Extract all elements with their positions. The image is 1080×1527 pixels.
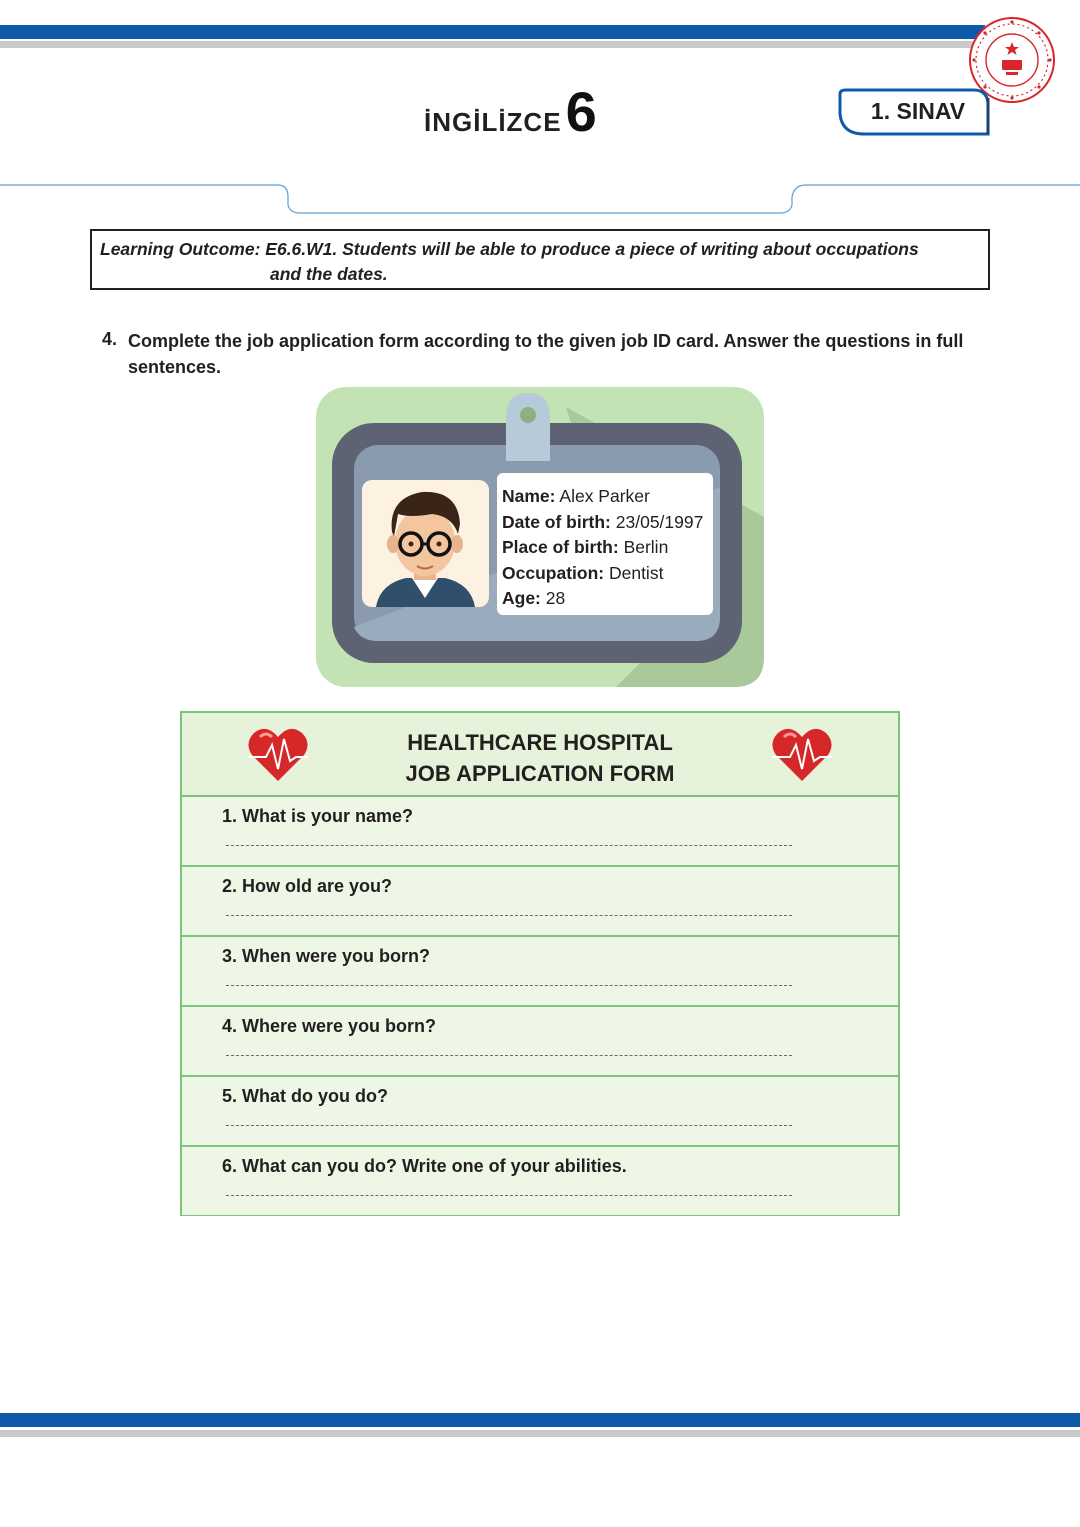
exam-label: 1. SINAV [870, 98, 966, 124]
form-question-row [182, 1007, 898, 1077]
subject-title: İNGİLİZCE [424, 107, 562, 137]
id-pob-row [502, 535, 713, 561]
answer-line[interactable] [226, 1055, 792, 1056]
form-question-row [182, 1147, 898, 1215]
form-question-row [182, 797, 898, 867]
id-card-details [497, 473, 713, 615]
question-number: 4. [102, 329, 118, 349]
form-question-text: 2. How old are you? [222, 876, 393, 896]
learning-outcome-box [90, 229, 990, 290]
id-occupation-row [502, 561, 713, 587]
answer-line[interactable] [226, 915, 792, 916]
form-title-line1: HEALTHCARE HOSPITAL [407, 730, 673, 755]
answer-line[interactable] [226, 845, 792, 846]
id-dob-label: Date of birth: [502, 511, 611, 532]
header-blue-band [0, 25, 985, 39]
id-pob-label: Place of birth: [502, 537, 619, 557]
id-name-value: Alex Parker [559, 486, 650, 506]
form-question-row [182, 867, 898, 937]
id-name-label: Name: [502, 486, 556, 506]
heart-pulse-icon [770, 725, 834, 785]
id-age-row [502, 586, 713, 612]
id-dob-row [502, 510, 713, 536]
id-name-row [502, 484, 713, 510]
header-gray-band [0, 41, 985, 48]
footer-gray-band [0, 1430, 1080, 1437]
form-question-text: 4. Where were you born? [222, 1016, 437, 1036]
page-title [424, 80, 597, 143]
form-question-text: 3. When were you born? [222, 946, 431, 966]
footer-blue-band [0, 1413, 1080, 1427]
form-question-row [182, 1077, 898, 1147]
learning-outcome-line1: Learning Outcome: E6.6.W1. Students will be able to produce a piece of writing about occupations [100, 239, 919, 259]
person-avatar-icon [362, 480, 489, 607]
header-divider [0, 175, 1080, 220]
question-text: Complete the job application form according to the given job ID card. Answer the questions in full sentences. [128, 331, 964, 377]
id-dob-value: 23/05/1997 [615, 511, 704, 532]
id-occupation-value: Dentist [608, 562, 664, 583]
answer-line[interactable] [226, 1125, 792, 1126]
form-question-row [182, 937, 898, 1007]
id-pob-value: Berlin [623, 537, 669, 557]
id-occupation-label: Occupation: [502, 562, 605, 583]
grade-number: 6 [565, 80, 597, 143]
answer-line[interactable] [226, 985, 792, 986]
form-question-text: 1. What is your name? [222, 806, 414, 826]
form-question-text: 5. What do you do? [222, 1086, 388, 1106]
form-header [182, 713, 898, 797]
learning-outcome-line2: and the dates. [270, 264, 388, 284]
answer-line[interactable] [226, 1195, 792, 1196]
id-age-value: 28 [545, 588, 566, 608]
job-application-form [180, 711, 900, 1216]
form-question-text: 6. What can you do? Write one of your abilities. [222, 1156, 627, 1176]
id-age-label: Age: [502, 588, 541, 608]
form-title-line2: JOB APPLICATION FORM [405, 761, 675, 786]
